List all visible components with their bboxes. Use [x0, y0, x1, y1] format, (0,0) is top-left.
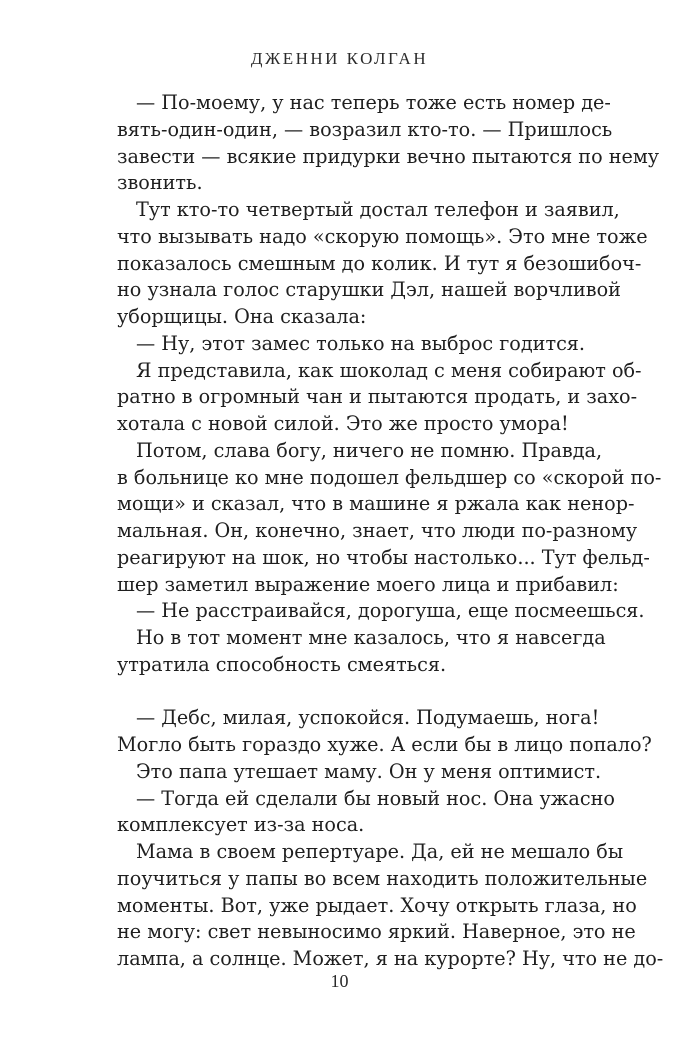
text-line: — Не расстраивайся, дорогуша, еще посмеешься.: [136, 599, 645, 623]
text-line: — Ну, этот замес только на выброс годится.: [136, 331, 586, 355]
text-line: но узнала голос старушки Дэл, нашей ворчливой: [117, 278, 621, 302]
text-line: Мама в своем репертуаре. Да, ей не мешало бы: [136, 840, 624, 863]
text-line: мальная. Он, конечно, знает, что люди по-разному: [117, 519, 638, 542]
text-line: утратила способность смеяться.: [117, 652, 447, 676]
text-line: уборщицы. Она сказала:: [117, 305, 367, 328]
text-line: — По-моему, у нас теперь тоже есть номер де-: [136, 91, 611, 114]
text-line: реагируют на шок, но чтобы настолько... Тут фельд-: [117, 545, 650, 569]
text-line: вять-один-один, — возразил кто-то. — Пришлось: [117, 117, 613, 141]
text-line: — Дебс, милая, успокойся. Подумаешь, нога!: [136, 706, 600, 730]
text-line: звонить.: [117, 171, 203, 195]
text-line: шер заметил выражение моего лица и прибавил:: [117, 572, 619, 596]
text-section-2: [117, 705, 664, 973]
text-line: Тут кто-то четвертый достал телефон и заявил,: [136, 198, 620, 221]
text-section-1: [117, 90, 662, 679]
text-line: в больнице ко мне подошел фельдшер со «скорой по-: [117, 465, 662, 489]
text-line: Это папа утешает маму. Он у меня оптимист.: [136, 759, 602, 783]
text-line: Могло быть гораздо хуже. А если бы в лицо попало?: [117, 733, 652, 756]
text-line: поучиться у папы во всем находить положительные: [117, 866, 648, 890]
text-line: хотала с новой силой. Это же просто умора!: [117, 412, 569, 435]
text-line: мощи» и сказал, что в машине я ржала как ненор-: [117, 492, 635, 516]
text-line: ратно в огромный чан и пытаются продать, и захо-: [117, 385, 638, 409]
text-line: Я представила, как шоколад с меня собирают об-: [136, 358, 642, 382]
running-header-author: ДЖЕННИ КОЛГАН: [250, 49, 429, 68]
text-line: завести — всякие придурки вечно пытаются по нему: [117, 144, 660, 168]
text-line: Потом, слава богу, ничего не помню. Правда,: [136, 438, 603, 462]
text-line: не могу: свет невыносимо яркий. Наверное, это не: [117, 920, 636, 944]
section-break: [117, 679, 599, 706]
page-text: [117, 90, 664, 973]
text-line: — Тогда ей сделали бы новый нос. Она ужасно: [136, 786, 615, 810]
text-line: лампа, а солнце. Может, я на курорте? Ну, что не до-: [117, 947, 664, 970]
text-line: Но в тот момент мне казалось, что я навсегда: [136, 626, 606, 649]
text-line: показалось смешным до колик. И тут я безошибоч-: [117, 251, 642, 275]
text-line: что вызывать надо «скорую помощь». Это мне тоже: [117, 224, 648, 248]
text-line: моменты. Вот, уже рыдает. Хочу открыть глаза, но: [117, 893, 637, 917]
page-number: 10: [330, 971, 349, 991]
text-line: комплексует из-за носа.: [117, 813, 365, 837]
